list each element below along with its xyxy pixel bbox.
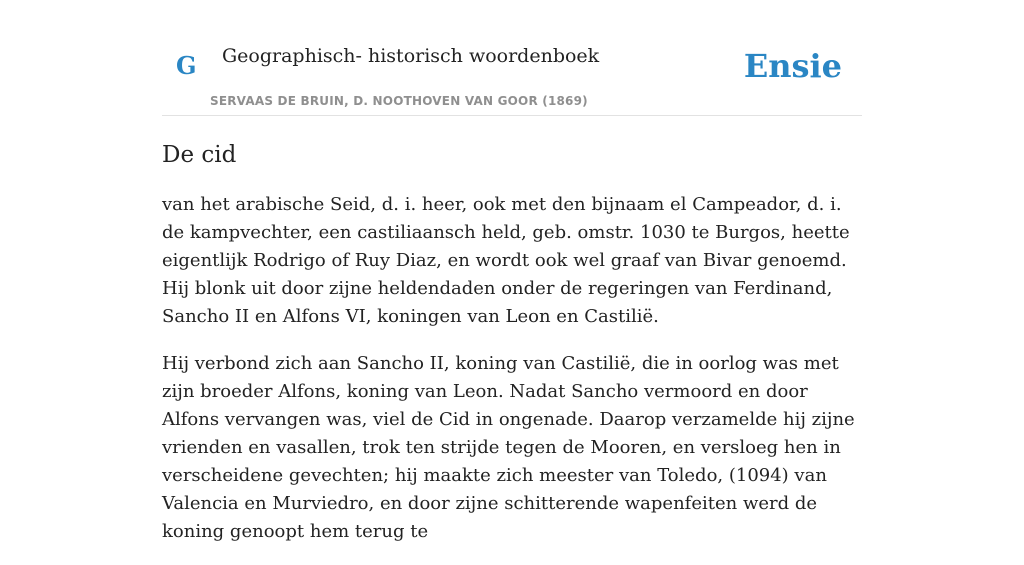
article-title: De cid [162, 142, 237, 168]
article-paragraph: van het arabische Seid, d. i. heer, ook met den bijnaam el Campeador, d. i. de kampvechter, een castiliaansch held, geb. omstr. 1030 te Burgos, heette eigentlijk Rodrigo of Ruy Diaz, en wordt ook wel graaf van Bivar genoemd. Hij blonk uit door zijne heldendaden onder de regeringen van Ferdinand, Sancho II en Alfons VI, koningen van Leon en Castilië. [162, 194, 850, 327]
book-header [162, 0, 862, 116]
article [162, 140, 862, 565]
book-title-link[interactable]: Geographisch- historisch woordenboek [222, 45, 600, 67]
article-body [162, 191, 862, 546]
article-paragraph: Hij verbond zich aan Sancho II, koning van Castilië, die in oorlog was met zijn broeder Alfons, koning van Leon. Nadat Sancho vermoord en door Alfons vervangen was, viel de Cid in ongenade. Daarop verzamelde hij zijne vrienden en vasallen, trok ten strijde tegen de Mooren, en versloeg hen in verscheidene gevechten; hij maakte zich meester van Toledo, (1094) van Valencia en Murviedro, en door zijne schitterende wapenfeiten werd de koning genoopt hem terug te [162, 353, 855, 542]
ensie-logo-link[interactable]: Ensie [743, 47, 842, 85]
book-initial-icon: G [176, 51, 197, 80]
book-author: SERVAAS DE BRUIN, D. NOOTHOVEN VAN GOOR (1869) [210, 94, 588, 108]
